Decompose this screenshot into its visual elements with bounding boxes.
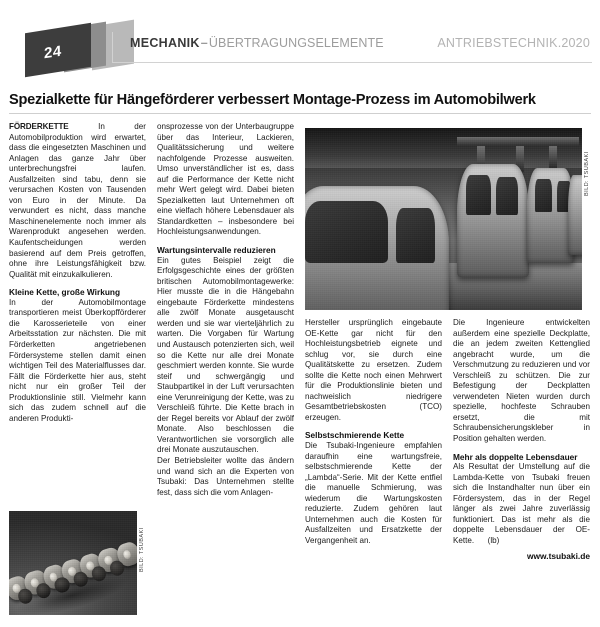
col2-paragraph-1: onsprozesse von der Unterbaugruppe über das Interieur, Lackieren, Qualitätssicherung und weitere nachfolgende Prozesse ausweiten. Umso unverständlicher ist es, dass auf die Performance der Kette nicht mehr Wert gelegt wird. Dabei bieten Spezialketten laut Unternehmen oft eine vielfach höhere Lebensdauer als Standardketten – insbesondere bei Hochleistungsanwendungen. (157, 122, 294, 237)
header-rule (112, 62, 592, 63)
article-author-initials: (lb) (487, 535, 500, 545)
column-4 (453, 318, 590, 561)
col2-paragraph-2: Ein gutes Beispiel zeigt die Erfolgsgeschichte eines der größten britischen Automobilmontagewerke: Hier musste die in die Hängebahn eingebaute Förderkette mindestens alle zwölf Monate ausgetauscht werden und sie war vierteljährlich zu warten. Die Vorgaben für Wartung und Austausch potenzierten sich, weil so die Kette nur alle drei Monate geschmiert werden konnte. Sie wurde steif und schwergängig und Staubpartikel in der Luft verursachten eine Verunreinigung der Kette, was zu Verschleiß führte. Die Kette brach in der Regel bereits vor Ablauf der zwölf Monate. Also beschlossen die Verantwortlichen sie vorsorglich alle drei Monate auszutauschen. (157, 255, 294, 455)
chain-photo-credit: BILD: TSUBAKI (139, 527, 145, 572)
page-number: 24 (44, 42, 62, 63)
header-divider-vertical (112, 32, 113, 62)
issue-label: ANTRIEBSTECHNIK.2020 (437, 36, 590, 50)
assembly-line-photo-credit: BILD: TSUBAKI (584, 151, 590, 196)
column-2 (157, 122, 294, 498)
figure-chain (9, 511, 146, 615)
section-breadcrumb (130, 36, 384, 50)
chain-photo (9, 511, 137, 615)
section-separator: – (200, 36, 208, 50)
col1-paragraph-1-text: In der Automobilproduktion wird erwartet, dass die eingesetzten Maschinen und Anlagen das ganze Jahr über unterbrechungsfrei laufen. Ausfallzeiten sind tabu, denn sie verursachen Kosten von Tausenden von Euro in der Minute. Da verwundert es nicht, dass manche Maschinenelemente noch immer als Warenprodukt angesehen werden. Kaufentscheidungen werden basierend auf dem Preis getroffen, ohne ihre Leistungsfähigkeit bzw. Qualität mit einzukalkulieren. (9, 122, 146, 279)
figure-assembly-line (305, 128, 591, 310)
section-primary-label: MECHANIK (130, 36, 200, 50)
col1-subheading: Kleine Kette, große Wirkung (9, 287, 121, 298)
section-secondary-label: ÜBERTRAGUNGSELEMENTE (208, 36, 384, 50)
col3-paragraph-1: Hersteller ursprünglich eingebaute OE-Kette gar nicht für den Hochleistungsbetrieb eignete und schlug vor, sie durch eine Qualitätskette zu ersetzen. Zudem sollte die Kette noch einen Mehrwert für die Produktionslinie bieten und nachweislich niedrigere Gesamtbetriebskosten (TCO) erzeugen. (305, 318, 442, 422)
column-1 (9, 122, 146, 507)
headline-rule (9, 113, 591, 114)
company-url[interactable]: www.tsubaki.de (527, 550, 590, 561)
col4-subheading: Mehr als doppelte Lebensdauer (453, 451, 578, 462)
photo-grain-overlay (9, 511, 137, 615)
col4-paragraph-1: Die Ingenieure entwickelten außerdem eine spezielle Deckplatte, die an jedem zweiten Kettenglied angebracht wurde, um die Verschmutzung zu reduzieren und vor Verschleiß zu schützen. Die zur Befestigung der Deckplatten verwendeten Nieten wurden durch spezielle, hochfeste Schrauben ersetzt, die mit Schraubensicherungskleber in Position gehalten werden. (453, 318, 590, 444)
col1-paragraph-2: In der Automobilmontage transportieren meist Überkopfförderer die Karosserieteile von einer Arbeitsstation zur nächsten. Die mit Förderketten angetriebenen Fördersysteme stellen damit einen wichtigen Teil des Materialflusses dar. Fällt die Förderkette hier aus, steht nicht nur ein großer Teil der Produktionslinie still. Vielmehr kann sich das zudem schnell auf die anderen Produkti- (9, 297, 146, 423)
col2-subheading: Wartungsintervalle reduzieren (157, 245, 276, 256)
column-3 (305, 318, 442, 547)
col2-paragraph-3: Der Betriebsleiter wollte das ändern und wand sich an die Experten von Tsubaki: Das Unternehmen stellte fest, dass sich die vom Anlagen- (157, 456, 294, 497)
photo-grain-overlay (305, 128, 582, 310)
col4-paragraph-2-text: Als Resultat der Umstellung auf die Lambda-Kette von Tsubaki freuen sich die Instandhalter nun über ein Fördersystem, das in der Regel länger als zwei Jahre zuverlässig funktioniert. Das ist mehr als die doppelte Lebensdauer der OE-Kette. (453, 462, 590, 545)
page-header (0, 0, 600, 72)
col3-subheading: Selbstschmierende Kette (305, 430, 405, 441)
col3-paragraph-2: Die Tsubaki-Ingenieure empfahlen daraufhin eine wartungsfreie, selbstschmierende Kette der „Lambda“-Serie. Mit der Kette entfiel die manuelle Schmierung, was wiederum die Wartungskosten reduzierte. Zudem gehören laut Unternehmen auch die Kosten für Ausfallzeiten und Ersatzkette der Vergangenheit an. (305, 441, 442, 545)
article-lead-in: FÖRDERKETTE (9, 122, 69, 131)
article-headline: Spezialkette für Hängeförderer verbessert Montage-Prozess im Automobilwerk (9, 92, 536, 108)
col4-paragraph-2 (453, 462, 590, 546)
col1-paragraph-1 (9, 122, 146, 280)
assembly-line-photo (305, 128, 582, 310)
